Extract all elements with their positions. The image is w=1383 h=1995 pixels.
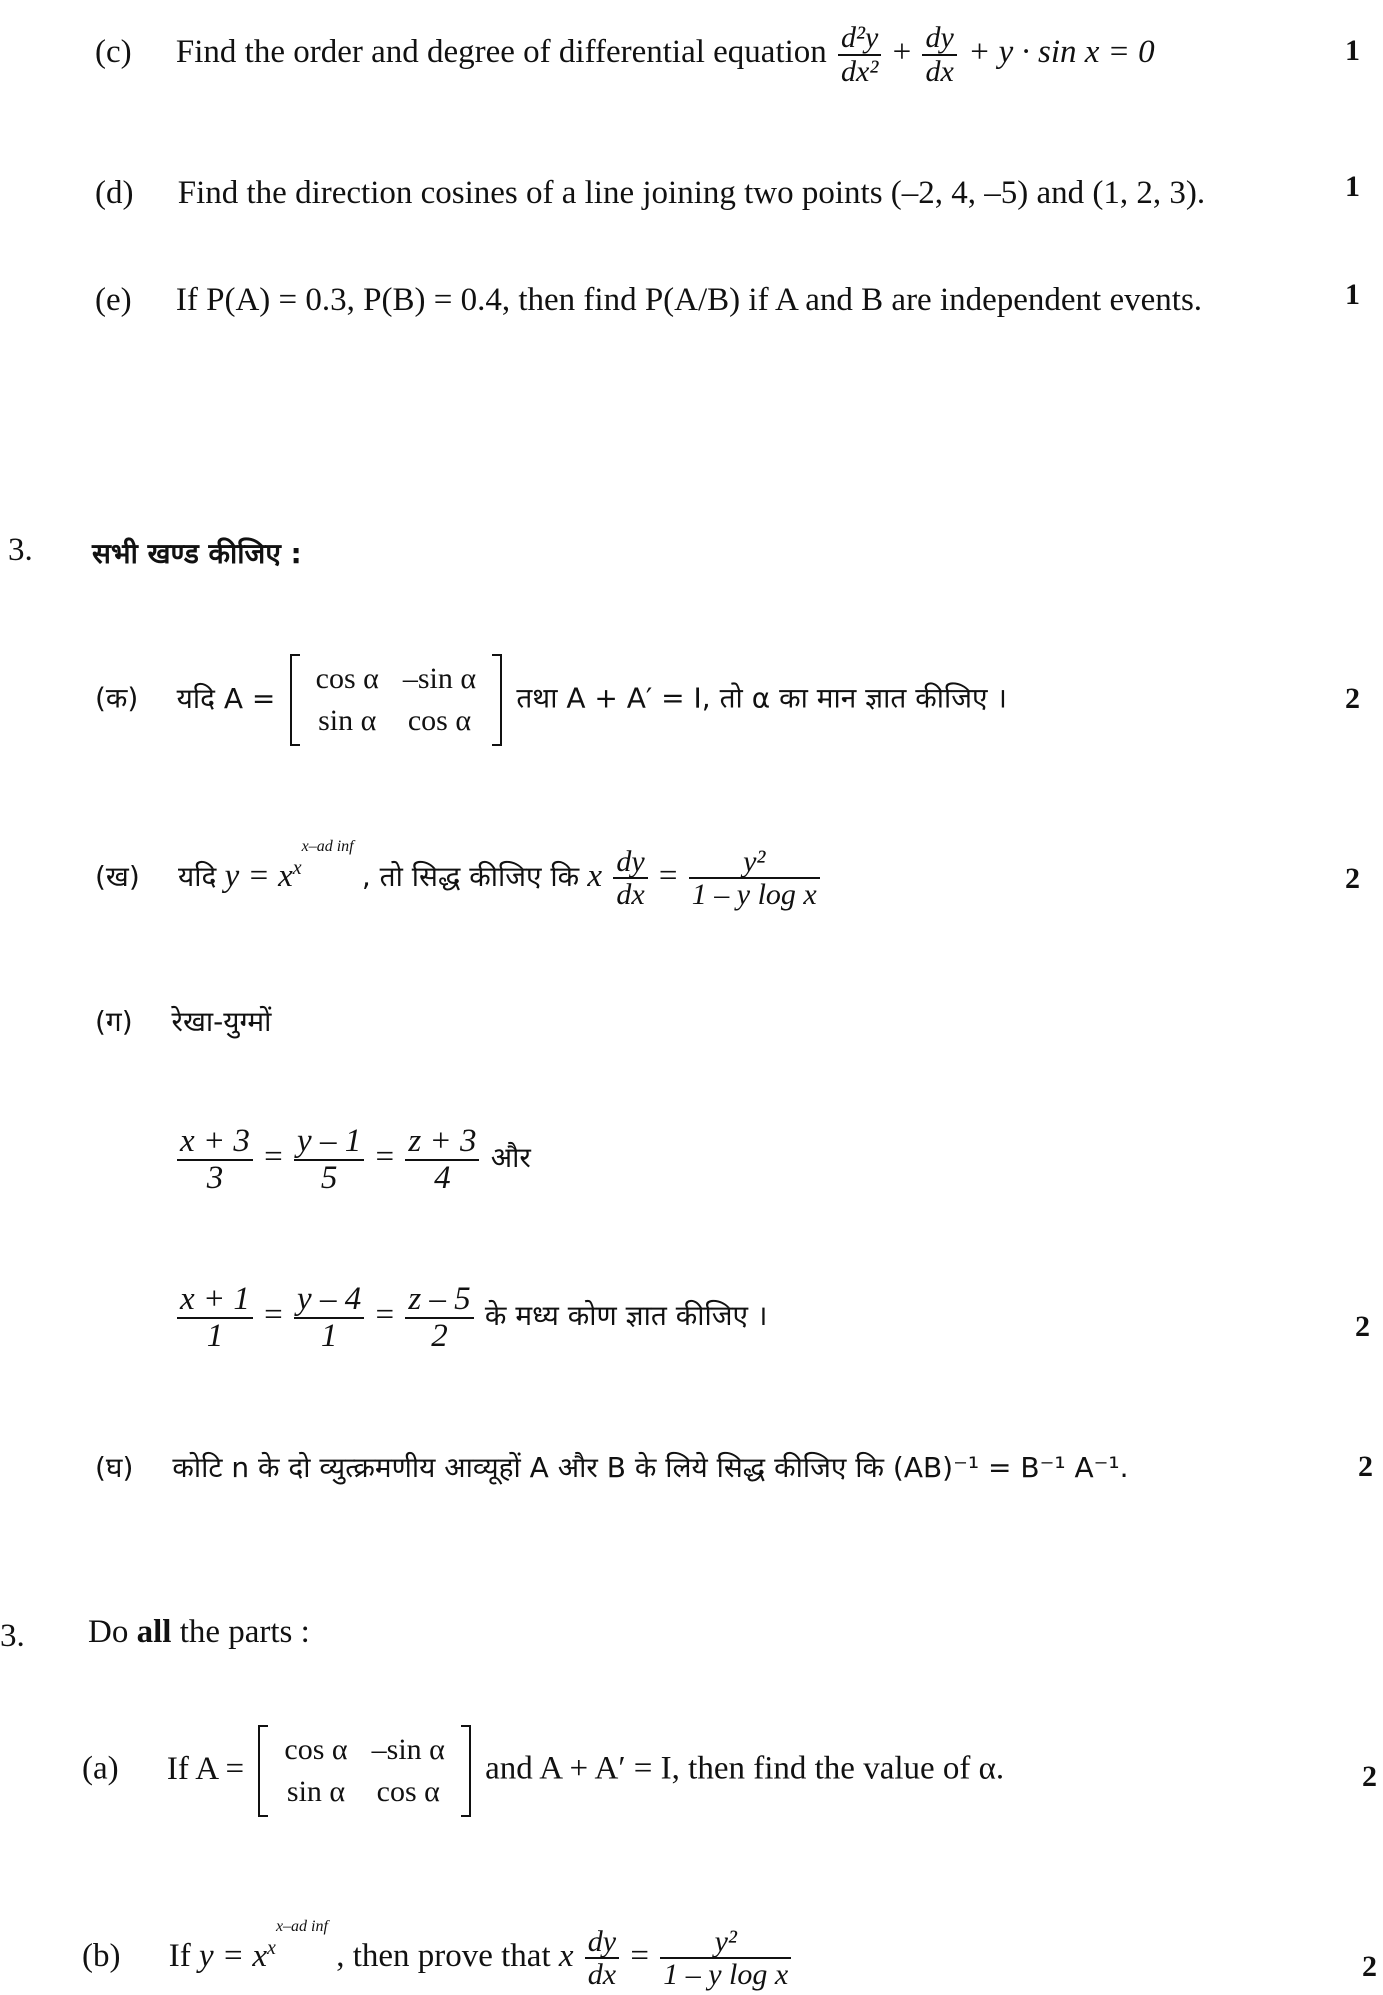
- english-b-row: [82, 1918, 794, 1991]
- hindi-ga-row: [95, 1002, 271, 1040]
- english-a-label: (a): [82, 1750, 119, 1787]
- and-word: और: [490, 1141, 531, 1175]
- hindi-ka-row: [95, 654, 1007, 746]
- equals-sign: =: [658, 858, 678, 894]
- frac-denominator: 1: [206, 1317, 224, 1354]
- frac-denominator: dx²: [841, 54, 879, 88]
- part-e-text: If P(A) = 0.3, P(B) = 0.4, then find P(A/B) if A and B are independent events.: [175, 282, 1203, 318]
- frac-denominator: 3: [206, 1159, 224, 1196]
- frac-numerator: z – 5: [405, 1282, 473, 1319]
- hindi-gha-label: (घ): [95, 1451, 134, 1484]
- matrix-cell-22: cos α: [376, 1775, 440, 1808]
- english-a-suffix: and A + A′ = I, then find the value of α.: [485, 1750, 1005, 1787]
- q3-hindi-number: 3.: [8, 532, 33, 568]
- frac-denominator: dx: [587, 1958, 617, 1992]
- frac-numerator: y²: [660, 1926, 791, 1960]
- q3-english-heading: [88, 1614, 310, 1651]
- frac-numerator: y – 4: [294, 1282, 364, 1319]
- frac-denominator: 1 – y log x: [691, 878, 817, 912]
- heading-pre: Do: [88, 1614, 137, 1650]
- part-c-text: Find the order and degree of differential equation: [175, 34, 827, 71]
- frac-numerator: y – 1: [294, 1124, 364, 1161]
- line-1-equation: [174, 1124, 531, 1195]
- frac-numerator: x + 3: [177, 1124, 253, 1161]
- equals-sign: =: [375, 1297, 395, 1334]
- heading-post: the parts :: [171, 1614, 310, 1650]
- part-c-marks: 1: [1345, 34, 1360, 67]
- hindi-kha-mid: , तो सिद्ध कीजिए कि: [361, 860, 580, 893]
- frac-denominator: 1: [320, 1317, 338, 1354]
- tower-base: x: [278, 858, 293, 894]
- matrix-cell-11: cos α: [315, 662, 379, 695]
- hindi-gha-row: [95, 1448, 1129, 1486]
- result-fraction: [689, 846, 820, 911]
- matrix-a-english: [258, 1725, 470, 1817]
- line1-frac-y: [294, 1124, 364, 1195]
- english-a-prefix: If A =: [166, 1750, 245, 1787]
- part-d-text: Find the direction cosines of a line joining two points (–2, 4, –5) and (1, 2, 3).: [177, 175, 1206, 211]
- q3-english-number: 3.: [0, 1618, 25, 1654]
- equation-rest: + y · sin x = 0: [968, 34, 1155, 71]
- matrix-cell-11: cos α: [284, 1733, 348, 1766]
- heading-bold: all: [136, 1614, 172, 1650]
- matrix-cell-22: cos α: [407, 704, 472, 737]
- line1-frac-x: [177, 1124, 253, 1195]
- matrix-a: [290, 654, 502, 746]
- english-a-marks: 2: [1362, 1760, 1377, 1793]
- part-e-marks: 1: [1345, 278, 1360, 311]
- equals-sign: =: [264, 1297, 283, 1334]
- frac-numerator: x + 1: [177, 1282, 253, 1319]
- part-d-marks: 1: [1345, 170, 1360, 203]
- line2-frac-x: [177, 1282, 253, 1353]
- tower-base: x: [252, 1938, 268, 1974]
- hindi-ka-label: (क): [95, 681, 139, 715]
- first-derivative-fraction: [922, 22, 956, 87]
- equals-sign: =: [264, 1139, 283, 1176]
- hindi-gha-text: कोटि n के दो व्युत्क्रमणीय आव्यूहों A और B के लिये सिद्ध कीजिए कि (AB)⁻¹ = B⁻¹ A⁻¹.: [172, 1451, 1129, 1484]
- frac-denominator: 4: [434, 1159, 451, 1196]
- english-b-marks: 2: [1362, 1950, 1377, 1983]
- part-e-row: [95, 282, 1202, 319]
- matrix-cell-21: sin α: [318, 704, 377, 737]
- line2-frac-y: [294, 1282, 364, 1353]
- x-var: x: [587, 858, 603, 894]
- dy-dx-fraction: [613, 846, 647, 911]
- line1-frac-z: [405, 1124, 479, 1195]
- line-2-equation: [174, 1282, 767, 1353]
- hindi-ga-marks: 2: [1355, 1310, 1370, 1343]
- hindi-kha-row: [95, 838, 823, 911]
- frac-numerator: z + 3: [405, 1124, 479, 1161]
- english-a-row: [82, 1725, 1004, 1817]
- equals-sign: =: [630, 1938, 649, 1974]
- hindi-gha-marks: 2: [1358, 1450, 1373, 1483]
- x-var: x: [558, 1938, 574, 1974]
- frac-numerator: dy: [922, 22, 956, 56]
- plus-sign: +: [892, 34, 912, 71]
- y-equals: y =: [198, 1938, 245, 1974]
- tower-exp2: x–ad inf: [301, 838, 354, 855]
- hindi-ga-tail: के मध्य कोण ज्ञात कीजिए ।: [484, 1299, 768, 1333]
- power-tower: [278, 838, 354, 894]
- hindi-ga-text: रेखा-युग्मों: [171, 1005, 272, 1038]
- second-derivative-fraction: [838, 22, 881, 87]
- line2-frac-z: [405, 1282, 473, 1353]
- hindi-kha-label: (ख): [95, 860, 140, 893]
- part-c-row: [95, 22, 1155, 87]
- frac-numerator: dy: [585, 1926, 619, 1960]
- english-b-prefix: If: [168, 1938, 191, 1974]
- y-equals: y =: [224, 858, 270, 894]
- tower-exp1: x: [267, 1937, 276, 1959]
- matrix-cell-12: –sin α: [402, 662, 477, 695]
- frac-denominator: dx: [925, 54, 954, 88]
- hindi-ka-prefix: यदि A =: [176, 681, 276, 715]
- frac-numerator: dy: [613, 846, 647, 880]
- frac-numerator: y²: [689, 846, 820, 880]
- matrix-cell-12: –sin α: [371, 1733, 445, 1766]
- power-tower: [252, 1918, 328, 1974]
- tower-exp2: x–ad inf: [275, 1918, 328, 1935]
- hindi-ka-suffix: तथा A + A′ = I, तो α का मान ज्ञात कीजिए ।: [516, 681, 1008, 715]
- frac-denominator: dx: [616, 878, 645, 912]
- part-d-label: (d): [95, 175, 134, 211]
- frac-denominator: 1 – y log x: [663, 1958, 789, 1992]
- matrix-cell-21: sin α: [286, 1775, 346, 1808]
- frac-denominator: 5: [320, 1159, 338, 1196]
- result-fraction: [660, 1926, 791, 1991]
- hindi-kha-prefix: यदि: [178, 860, 217, 893]
- dy-dx-fraction: [585, 1926, 619, 1991]
- english-b-label: (b): [82, 1938, 121, 1974]
- frac-numerator: d²y: [838, 22, 881, 56]
- q3-hindi-heading: सभी खण्ड कीजिए :: [92, 537, 302, 570]
- frac-denominator: 2: [431, 1317, 448, 1354]
- tower-exp1: x: [292, 857, 302, 879]
- hindi-ka-marks: 2: [1345, 682, 1360, 715]
- hindi-kha-marks: 2: [1345, 862, 1360, 895]
- english-b-mid: , then prove that: [336, 1938, 551, 1974]
- part-e-label: (e): [95, 282, 132, 318]
- equals-sign: =: [375, 1139, 395, 1176]
- part-d-row: [95, 175, 1205, 212]
- hindi-ga-label: (ग): [95, 1005, 133, 1038]
- part-c-label: (c): [95, 34, 132, 71]
